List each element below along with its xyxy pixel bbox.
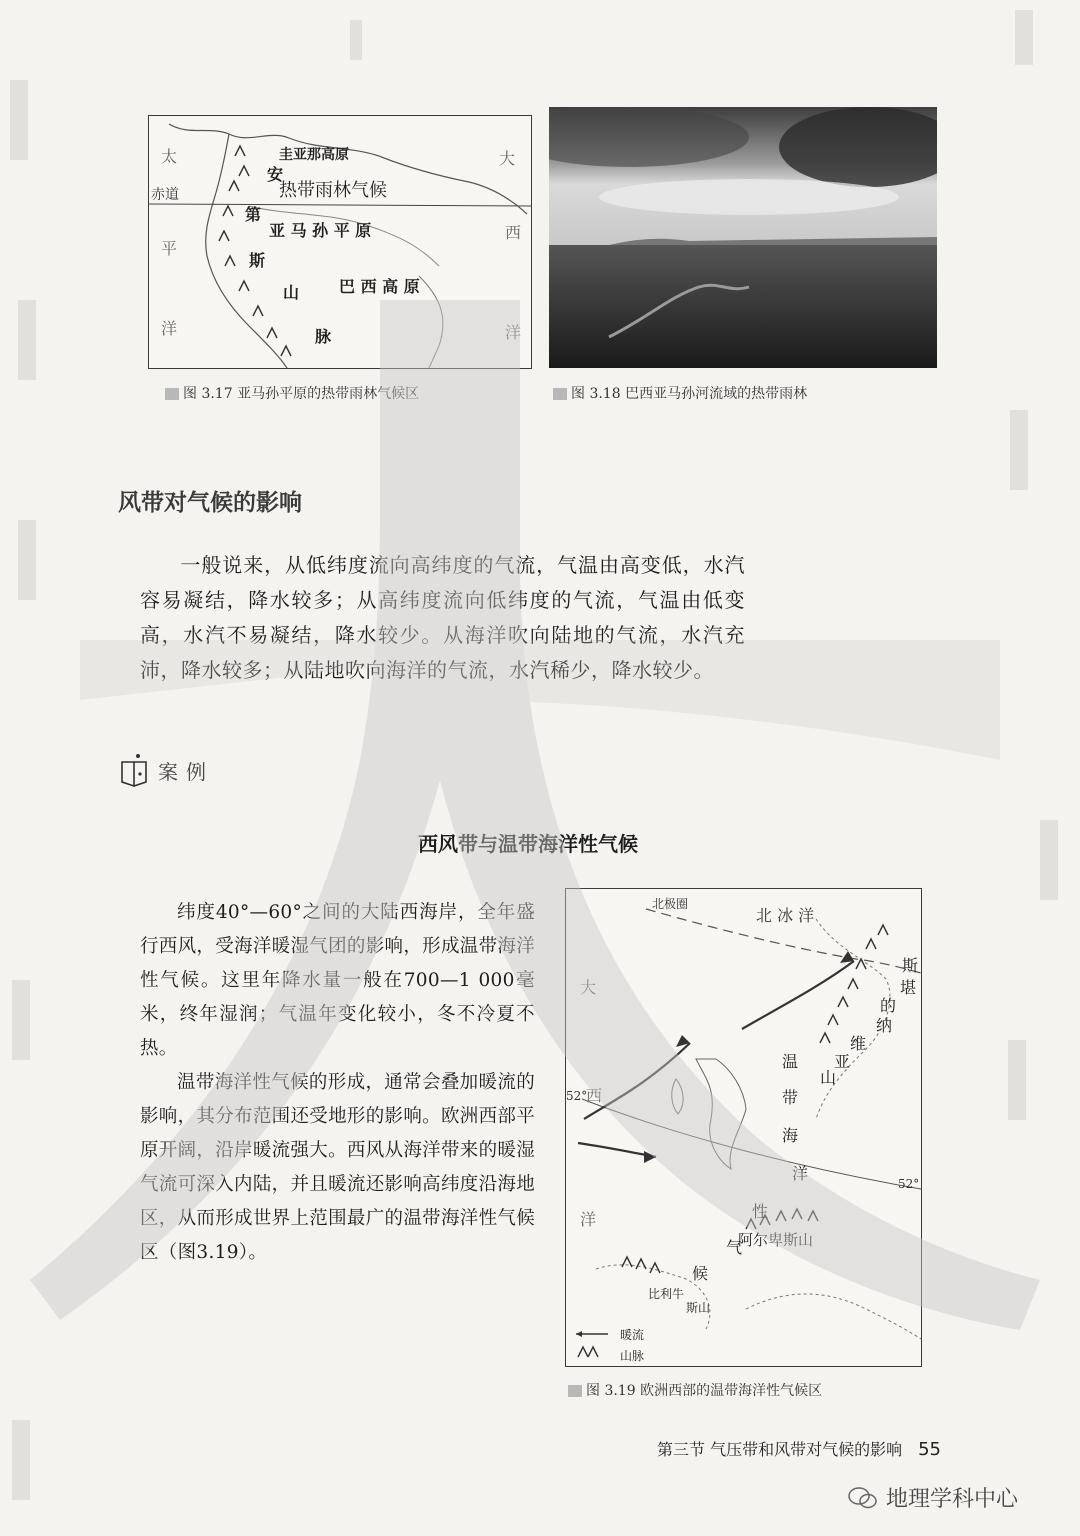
caption-marker: [165, 388, 179, 400]
legend-mountains: 山脉: [620, 1349, 645, 1363]
label-arctic-circle: 北极圈: [652, 897, 689, 911]
label-guiana-highlands: 圭亚那高原: [279, 147, 349, 163]
label-andes-2: 第: [245, 205, 262, 224]
label-scandinavian-7: 山: [820, 1068, 837, 1087]
label-pacific-2: 平: [161, 239, 178, 258]
account-name: 地理学科中心: [886, 1487, 1019, 1512]
label-climate-2: 带: [782, 1088, 799, 1107]
section-paragraph: [140, 548, 745, 688]
label-scandinavian-1: 斯: [902, 956, 919, 975]
caption-marker: [553, 388, 567, 400]
label-pyrenees-2: 斯山: [686, 1301, 711, 1315]
label-climate-6: 气: [726, 1238, 743, 1257]
label-amazon-plain: 亚 马 孙 平 原: [269, 221, 372, 240]
label-andes-4: 山: [283, 283, 300, 302]
label-pacific-3: 洋: [161, 319, 178, 338]
caption-fig319-text: 图 3.19 欧洲西部的温带海洋性气候区: [586, 1383, 823, 1399]
page-number: 55: [918, 1439, 941, 1460]
label-atlantic-2: 西: [586, 1086, 603, 1105]
label-lat52-right: 52°: [898, 1177, 920, 1191]
label-scandinavian-5: 维: [850, 1034, 867, 1053]
caption-fig318: [553, 383, 807, 403]
page-footer: [657, 1437, 941, 1460]
label-climate-1: 温: [782, 1052, 799, 1071]
label-pyrenees-1: 比利牛: [648, 1287, 685, 1301]
caption-fig317: [165, 383, 419, 403]
amazon-climate-map: [148, 115, 532, 369]
label-climate-3: 海: [782, 1126, 799, 1145]
label-tropical-rainforest: 热带雨林气候: [279, 180, 387, 201]
section-paragraph-text: 一般说来，从低纬度流向高纬度的气流，气温由高变低，水汽容易凝结，降水较多；从高纬度流向低纬度的气流，气温由低变高，水汽不易凝结，降水较少。从海洋吹向陆地的气流，水汽充沛，降水较多；从陆地吹向海洋的气流，水汽稀少，降水较少。: [140, 553, 745, 682]
rainforest-photo: [549, 107, 937, 368]
label-andes-5: 脉: [315, 327, 332, 346]
label-equator: 赤道: [151, 187, 179, 203]
label-pacific-1: 太: [161, 147, 178, 166]
caption-fig317-text: 图 3.17 亚马孙平原的热带雨林气候区: [183, 386, 420, 402]
caption-fig319: [568, 1380, 822, 1400]
label-climate-5: 性: [752, 1202, 769, 1221]
label-alps: 阿尔卑斯山: [738, 1231, 814, 1249]
label-brazil-plateau: 巴 西 高 原: [339, 277, 420, 296]
label-scandinavian-2: 堪: [900, 978, 917, 997]
legend-warm-current: 暖流: [620, 1328, 645, 1342]
label-lat52-left: 52°: [566, 1089, 588, 1103]
label-arctic-ocean: 北 冰 洋: [756, 906, 815, 925]
case-title: 西风带与温带海洋性气候: [418, 832, 638, 856]
chat-bubble-icon: [848, 1486, 878, 1510]
label-atlantic-3: 洋: [505, 323, 522, 342]
case-header: [118, 752, 214, 788]
case-text: [140, 896, 535, 1270]
label-climate-7: 候: [692, 1264, 709, 1283]
label-scandinavian-4: 纳: [876, 1016, 893, 1035]
section-title: 风带对气候的影响: [118, 490, 302, 516]
case-label: 案例: [158, 759, 214, 784]
europe-climate-map: [565, 888, 922, 1367]
account-badge: [848, 1482, 1018, 1513]
book-icon: [118, 752, 148, 788]
label-atlantic-1: 大: [499, 149, 516, 168]
caption-marker: [568, 1385, 582, 1397]
case-paragraph-2: 温带海洋性气候的形成，通常会叠加暖流的影响，其分布范围还受地形的影响。欧洲西部平原开阔，沿岸暖流强大。西风从海洋带来的暖湿气流可深入内陆，并且暖流还影响高纬度沿海地区，从而形成世界上范围最广的温带海洋性气候区（图3.19）。: [140, 1072, 535, 1263]
label-atlantic-2: 西: [505, 223, 522, 242]
label-atlantic-3: 洋: [580, 1210, 597, 1229]
case-paragraph-1: 纬度40°—60°之间的大陆西海岸，全年盛行西风，受海洋暖湿气团的影响，形成温带海洋性气候。这里年降水量一般在700—1 000毫米，终年湿润；气温年变化较小，冬不冷夏不热。: [140, 902, 535, 1059]
label-scandinavian-6: 亚: [834, 1052, 851, 1071]
footer-section: 第三节 气压带和风带对气候的影响: [657, 1440, 903, 1459]
label-andes-3: 斯: [249, 251, 266, 270]
label-andes-1: 安: [267, 165, 284, 184]
label-climate-4: 洋: [792, 1164, 809, 1183]
caption-fig318-text: 图 3.18 巴西亚马孙河流域的热带雨林: [571, 386, 808, 402]
label-atlantic-1: 大: [580, 978, 597, 997]
label-scandinavian-3: 的: [880, 996, 897, 1015]
